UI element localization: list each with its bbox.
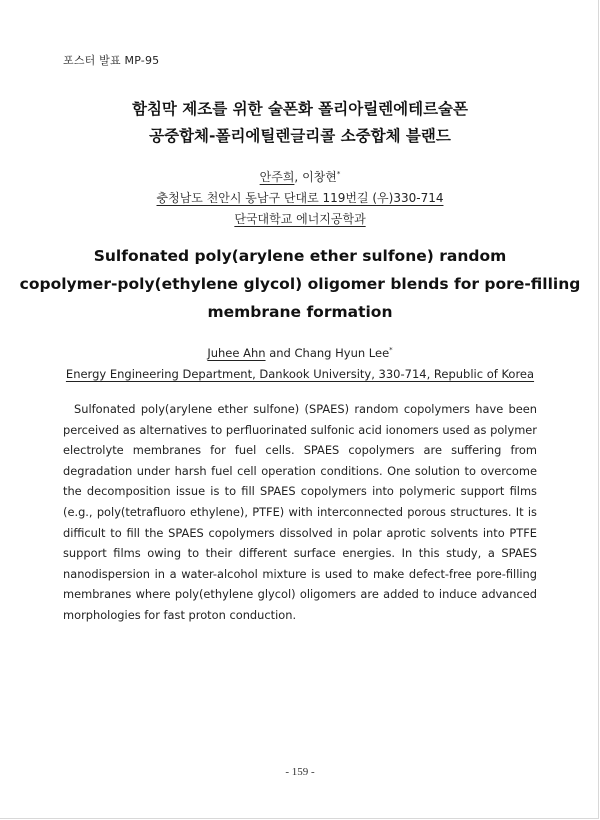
- korean-title-line-2: 공중합체-폴리에틸렌글리콜 소중합체 블랜드: [149, 127, 451, 145]
- english-author-block: [0, 340, 600, 385]
- korean-authors: [0, 164, 600, 188]
- english-title: [0, 242, 600, 326]
- korean-author-1: 안주희: [259, 170, 295, 184]
- english-title-line-2: copolymer-poly(ethylene glycol) oligomer blends for pore-filling: [19, 275, 581, 293]
- abstract-paragraph: Sulfonated poly(arylene ether sulfone) (SPAES) random copolymers have been perceived as alternatives to perfluorinated sulfonic acid ionomers used as polymer electrolyte membranes for fuel cells. SPAES copolymers are suffering from degradation under harsh fuel cell operation conditions. One solution to overcome the decomposition issue is to fill SPAES copolymers into polymeric support films (e.g., poly(tetrafluoro ethylene), PTFE) with interconnected porous structures. It is difficult to fill the SPAES copolymers dissolved in polar aprotic solvents into PTFE support films owing to their different surface energies. In this study, a SPAES nanodispersion in a water-alcohol mixture is used to make defect-free pore-filling membranes where poly(ethylene glycol) oligomers are added to induce advanced morphologies for fast proton conduction.: [63, 402, 537, 622]
- korean-author-separator: ,: [294, 170, 303, 184]
- korean-author-block: [0, 164, 600, 230]
- korean-address: 충청남도 천안시 동남구 단대로 119번길 (우)330-714: [156, 191, 444, 205]
- english-title-line-3: membrane formation: [207, 303, 393, 321]
- english-author-1: Juhee Ahn: [207, 345, 266, 360]
- korean-author-2: 이창현: [302, 170, 337, 184]
- korean-affiliation: 단국대학교 에너지공학과: [234, 212, 366, 226]
- english-title-line-1: Sulfonated poly(arylene ether sulfone) random: [93, 247, 507, 265]
- english-author-conjunction: and: [265, 345, 295, 360]
- english-author-2: Chang Hyun Lee: [294, 345, 390, 360]
- english-authors: [0, 340, 600, 364]
- english-affiliation: Energy Engineering Department, Dankook University, 330-714, Republic of Korea: [65, 366, 535, 381]
- english-corresponding-mark: *: [389, 346, 393, 354]
- korean-title: [0, 96, 600, 150]
- session-label: 포스터 발표 MP-95: [63, 54, 160, 67]
- corresponding-mark: *: [336, 170, 341, 178]
- korean-title-line-1: 함침막 제조를 위한 술폰화 폴리아릴렌에테르술폰: [131, 100, 469, 118]
- page-number: - 159 -: [285, 766, 315, 778]
